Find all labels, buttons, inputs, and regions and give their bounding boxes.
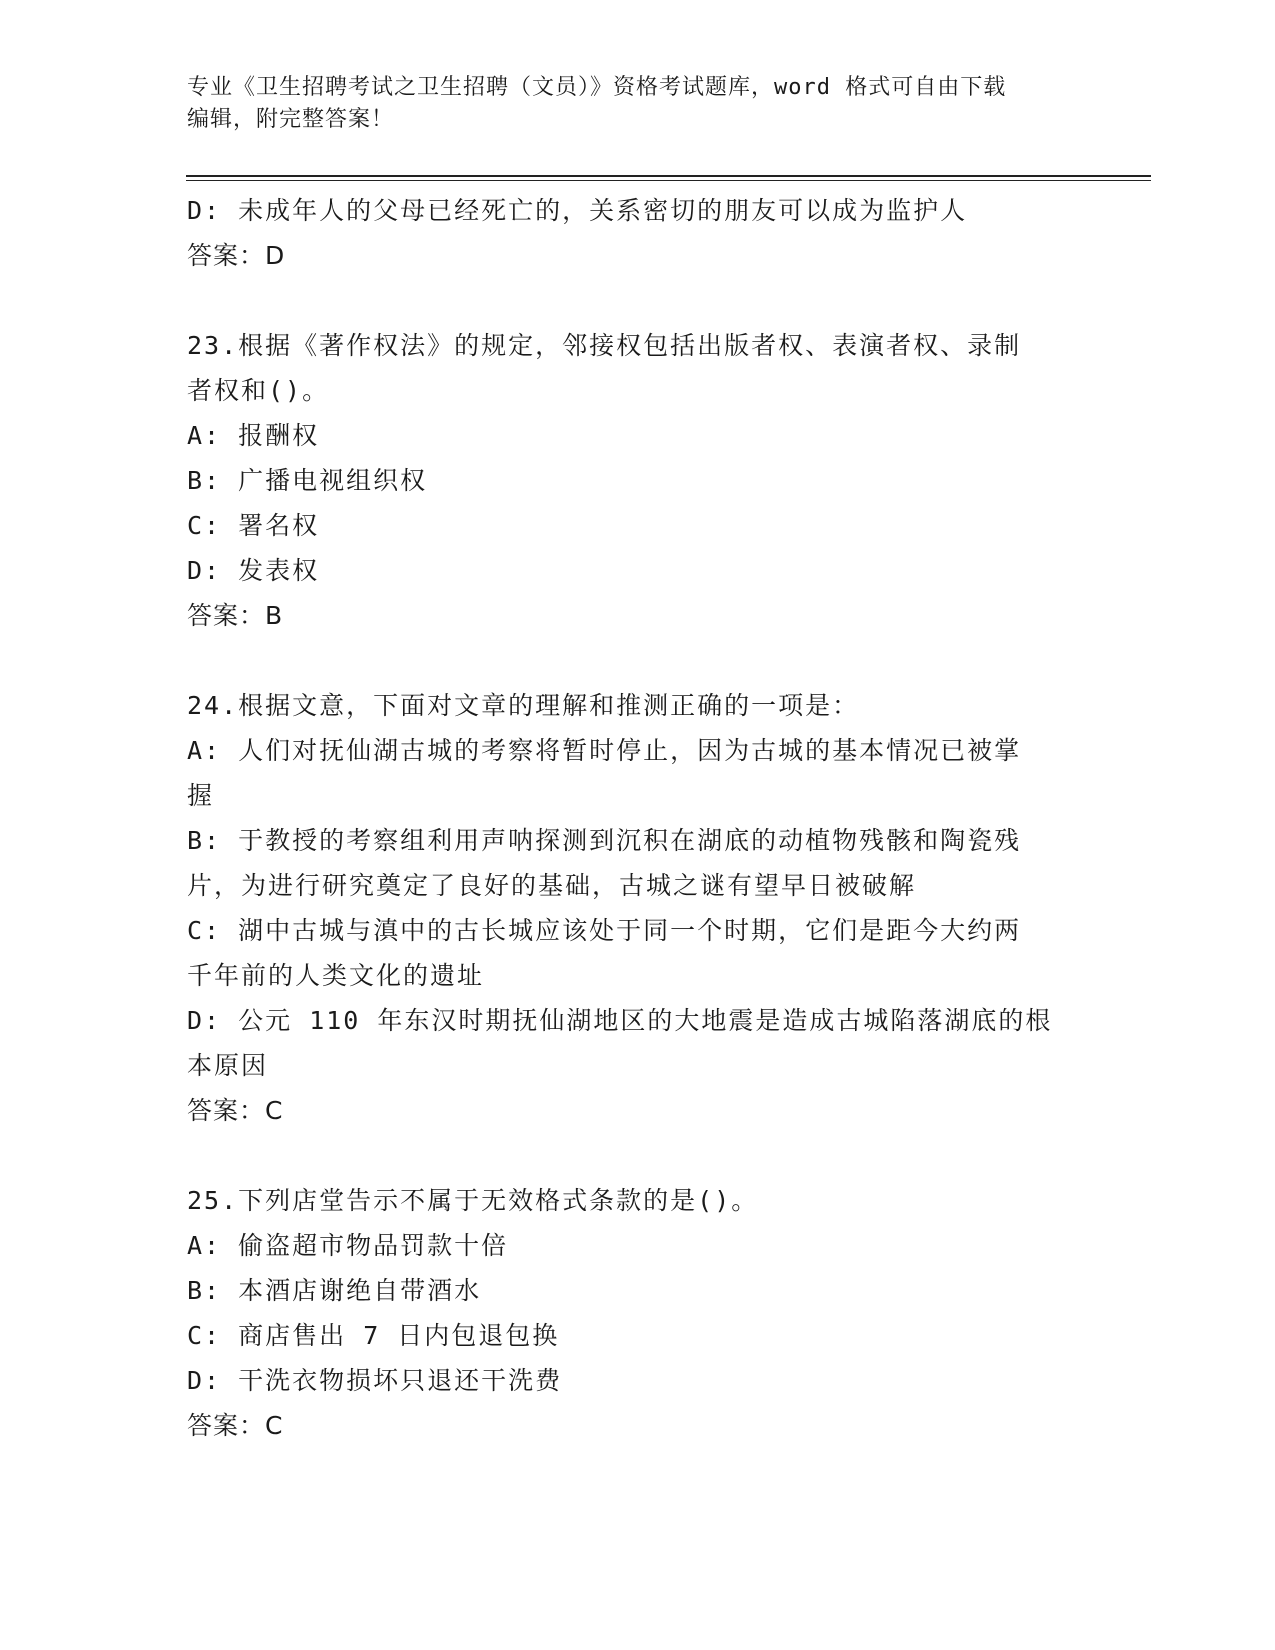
option-b-cont: 片，为进行研究奠定了良好的基础，古城之谜有望早日被破解 bbox=[187, 871, 917, 900]
option-a: A: 报酬权 bbox=[187, 421, 320, 450]
question-23 bbox=[187, 323, 1087, 638]
answer: 答案：C bbox=[187, 1096, 284, 1125]
question-stem: 23.根据《著作权法》的规定，邻接权包括出版者权、表演者权、录制 bbox=[187, 331, 1022, 360]
option-a: A: 人们对抚仙湖古城的考察将暂时停止，因为古城的基本情况已被掌 bbox=[187, 736, 1022, 765]
option-d: D: 干洗衣物损坏只退还干洗费 bbox=[187, 1366, 563, 1395]
header-divider-thick bbox=[186, 175, 1151, 177]
question-25 bbox=[187, 1178, 1087, 1448]
question-stem-cont: 者权和()。 bbox=[187, 376, 330, 405]
question-24 bbox=[187, 683, 1087, 1133]
option-a: A: 偷盗超市物品罚款十倍 bbox=[187, 1231, 509, 1260]
previous-question bbox=[187, 188, 1087, 278]
answer: 答案：C bbox=[187, 1411, 284, 1440]
option-b: B: 本酒店谢绝自带酒水 bbox=[187, 1276, 482, 1305]
option-d-cont: 本原因 bbox=[187, 1051, 269, 1080]
option-d: D: 未成年人的父母已经死亡的，关系密切的朋友可以成为监护人 bbox=[187, 196, 968, 225]
header-line-2: 编辑，附完整答案！ bbox=[187, 107, 395, 132]
option-c: C: 署名权 bbox=[187, 511, 320, 540]
header-line-1: 专业《卫生招聘考试之卫生招聘（文员）》资格考试题库，word 格式可自由下载 bbox=[187, 75, 1007, 100]
page-header bbox=[187, 72, 1087, 136]
option-c: C: 商店售出 7 日内包退包换 bbox=[187, 1321, 560, 1350]
option-c-cont: 千年前的人类文化的遗址 bbox=[187, 961, 485, 990]
option-d: D: 公元 110 年东汉时期抚仙湖地区的大地震是造成古城陷落湖底的根 bbox=[187, 1006, 1053, 1035]
option-d: D: 发表权 bbox=[187, 556, 320, 585]
answer: 答案：B bbox=[187, 601, 284, 630]
question-stem: 25.下列店堂告示不属于无效格式条款的是()。 bbox=[187, 1186, 759, 1215]
header-divider-thin bbox=[186, 180, 1151, 181]
question-stem: 24.根据文意，下面对文章的理解和推测正确的一项是： bbox=[187, 691, 860, 720]
option-a-cont: 握 bbox=[187, 781, 215, 810]
option-b: B: 于教授的考察组利用声呐探测到沉积在湖底的动植物残骸和陶瓷残 bbox=[187, 826, 1022, 855]
option-c: C: 湖中古城与滇中的古长城应该处于同一个时期，它们是距今大约两 bbox=[187, 916, 1022, 945]
answer: 答案：D bbox=[187, 241, 286, 270]
option-b: B: 广播电视组织权 bbox=[187, 466, 428, 495]
question-list bbox=[187, 188, 1087, 1448]
